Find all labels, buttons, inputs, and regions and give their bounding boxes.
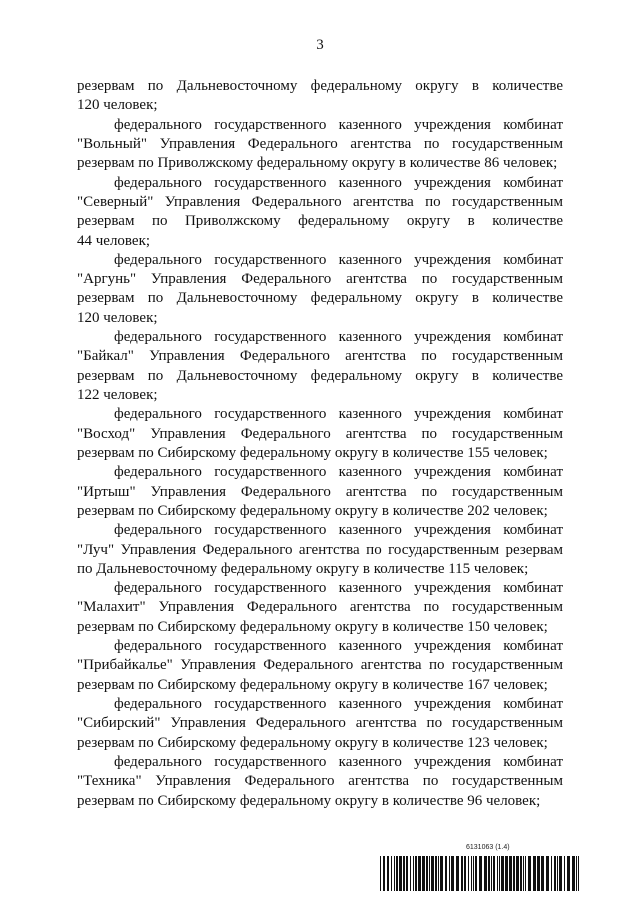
barcode-bar (406, 856, 408, 891)
barcode-bar (396, 856, 398, 891)
barcode-bar (576, 856, 577, 891)
barcode-bar (541, 856, 544, 891)
text-line (77, 676, 563, 695)
paragraph (77, 116, 563, 174)
text-line-content: резервам по Сибирскому федеральному округу в количестве 123 человек; (77, 734, 548, 751)
barcode-bar (399, 856, 402, 891)
paragraph (77, 251, 563, 328)
barcode-bar (528, 856, 531, 891)
text-line-content: "Иртыш" Управления Федерального агентства по государственным (77, 483, 563, 500)
paragraph (77, 579, 563, 637)
barcode-bar (438, 856, 439, 891)
text-line-content: "Северный" Управления Федерального агентства по государственным (77, 193, 563, 210)
text-line (77, 232, 563, 251)
barcode-bar (513, 856, 515, 891)
barcode-bar (516, 856, 519, 891)
paragraph (77, 637, 563, 695)
barcode-bar (391, 856, 392, 891)
text-line-content: 120 человек; (77, 309, 158, 326)
text-line (77, 328, 563, 347)
text-line (77, 792, 563, 811)
barcode-bar (473, 856, 474, 891)
paragraph (77, 328, 563, 405)
text-line-content: федерального государственного казенного учреждения комбинат (114, 638, 563, 655)
barcode-bar (461, 856, 463, 891)
text-line-content: "Сибирский" Управления Федерального агентства по государственным (77, 715, 563, 732)
text-line-content: федерального государственного казенного учреждения комбинат (114, 329, 563, 346)
barcode-bar (475, 856, 477, 891)
text-line (77, 96, 563, 115)
text-line-content: федерального государственного казенного учреждения комбинат (114, 251, 563, 268)
barcode-bar (383, 856, 385, 891)
barcode-bar (546, 856, 549, 891)
text-line (77, 521, 563, 540)
barcode-bar (484, 856, 487, 891)
barcode-bar (505, 856, 508, 891)
text-line (77, 695, 563, 714)
barcode-bar (551, 856, 552, 891)
text-line-content: "Аргунь" Управления Федерального агентства по государственным (77, 271, 563, 288)
text-line (77, 289, 563, 308)
text-line (77, 444, 563, 463)
barcode-bar (559, 856, 562, 891)
barcode-bar (410, 856, 411, 891)
text-line (77, 463, 563, 482)
text-line (77, 560, 563, 579)
text-line-content: федерального государственного казенного учреждения комбинат (114, 522, 563, 539)
text-line-content: резервам по Сибирскому федеральному округу в количестве 96 человек; (77, 792, 541, 809)
barcode-bar (578, 856, 579, 891)
barcode-bar (387, 856, 389, 891)
text-line-content: резервам по Дальневосточному федеральному округу в количестве (77, 290, 563, 307)
text-line (77, 579, 563, 598)
barcode (380, 856, 582, 891)
text-line (77, 483, 563, 502)
barcode-bar (509, 856, 512, 891)
text-line-content: федерального государственного казенного учреждения комбинат (114, 116, 563, 133)
barcode-caption: 6131063 (1.4) (466, 844, 510, 851)
barcode-bar (567, 856, 570, 891)
text-line (77, 541, 563, 560)
text-line-content: федерального государственного казенного учреждения комбинат (114, 174, 563, 191)
text-line-content: "Малахит" Управления Федерального агентства по государственным (77, 599, 563, 616)
barcode-bar (451, 856, 454, 891)
barcode-bar (464, 856, 466, 891)
paragraph (77, 174, 563, 251)
barcode-bar (435, 856, 437, 891)
text-line (77, 212, 563, 231)
barcode-bar (456, 856, 459, 891)
text-line (77, 347, 563, 366)
barcode-bar (394, 856, 395, 891)
barcode-bar (533, 856, 536, 891)
barcode-bar (564, 856, 565, 891)
text-line (77, 77, 563, 96)
text-line (77, 637, 563, 656)
barcode-bar (491, 856, 492, 891)
text-line (77, 174, 563, 193)
paragraph (77, 405, 563, 463)
text-line (77, 135, 563, 154)
text-line-content: резервам по Сибирскому федеральному округу в количестве 202 человек; (77, 502, 548, 519)
barcode-bar (426, 856, 428, 891)
barcode-bar (380, 856, 381, 891)
document-body (77, 77, 563, 811)
text-line (77, 386, 563, 405)
barcode-bar (523, 856, 524, 891)
paragraph (77, 695, 563, 753)
barcode-bar (449, 856, 450, 891)
text-line-content: "Вольный" Управления Федерального агентства по государственным (77, 135, 563, 152)
barcode-bar (431, 856, 434, 891)
text-line-content: федерального государственного казенного учреждения комбинат (114, 406, 563, 423)
barcode-bar (429, 856, 430, 891)
text-line-content: по Дальневосточному федеральному округу в количестве 115 человек; (77, 560, 529, 577)
text-line-content: резервам по Дальневосточному федеральному округу в количестве (77, 78, 563, 94)
text-line-content: 122 человек; (77, 387, 158, 403)
barcode-bar (525, 856, 526, 891)
barcode-bar (557, 856, 558, 891)
text-line-content: федерального государственного казенного учреждения комбинат (114, 753, 563, 770)
text-line-content: 44 человек; (77, 232, 151, 249)
page-number: 3 (316, 37, 324, 53)
text-line (77, 714, 563, 733)
barcode-bar (479, 856, 482, 891)
barcode-bar (403, 856, 405, 891)
text-line (77, 656, 563, 675)
paragraph (77, 463, 563, 521)
barcode-bar (520, 856, 522, 891)
text-line-content: резервам по Сибирскому федеральному округу в количестве 155 человек; (77, 444, 548, 461)
text-line (77, 753, 563, 772)
barcode-bar (488, 856, 490, 891)
text-line (77, 309, 563, 328)
text-line (77, 193, 563, 212)
text-line-content: федерального государственного казенного учреждения комбинат (114, 464, 563, 481)
text-line-content: "Луч" Управления Федерального агентства по государственным резервам (77, 541, 563, 558)
barcode-bar (422, 856, 425, 891)
barcode-bar (537, 856, 540, 891)
barcode-bar (501, 856, 504, 891)
paragraph (77, 521, 563, 579)
text-line-content: резервам по Дальневосточному федеральному округу в количестве (77, 367, 563, 384)
text-line-content: федерального государственного казенного учреждения комбинат (114, 696, 563, 712)
barcode-bar (499, 856, 500, 891)
text-line (77, 618, 563, 637)
text-line-content: резервам по Сибирскому федеральному округу в количестве 167 человек; (77, 676, 548, 693)
text-line-content: резервам по Приволжскому федеральному округу в количестве (77, 213, 563, 230)
barcode-bar (497, 856, 498, 891)
barcode-bar (572, 856, 575, 891)
text-line (77, 405, 563, 424)
text-line (77, 367, 563, 386)
text-line-content: 120 человек; (77, 97, 158, 114)
text-line (77, 734, 563, 753)
text-line (77, 116, 563, 135)
text-line-content: "Байкал" Управления Федерального агентства по государственным (77, 348, 563, 365)
text-line-content: резервам по Сибирскому федеральному округу в количестве 150 человек; (77, 618, 548, 635)
barcode-bar (468, 856, 469, 891)
text-line-content: резервам по Приволжскому федеральному округу в количестве 86 человек; (77, 155, 558, 172)
text-line-content: "Прибайкалье" Управления Федерального агентства по государственным (77, 657, 563, 674)
barcode-bar (415, 856, 417, 891)
text-line (77, 425, 563, 444)
text-line-content: федерального государственного казенного учреждения комбинат (114, 580, 563, 597)
barcode-bar (440, 856, 443, 891)
text-line (77, 772, 563, 791)
text-line (77, 270, 563, 289)
text-line (77, 598, 563, 617)
barcode-bar (493, 856, 495, 891)
text-line-content: "Восход" Управления Федерального агентства по государственным (77, 425, 563, 442)
barcode-bar (445, 856, 447, 891)
paragraph (77, 753, 563, 811)
text-line-content: "Техника" Управления Федерального агентства по государственным (77, 773, 563, 790)
text-line (77, 154, 563, 173)
paragraph (77, 77, 563, 116)
barcode-bar (413, 856, 414, 891)
barcode-bar (418, 856, 421, 891)
barcode-bar (471, 856, 472, 891)
text-line (77, 251, 563, 270)
text-line (77, 502, 563, 521)
barcode-bar (554, 856, 556, 891)
